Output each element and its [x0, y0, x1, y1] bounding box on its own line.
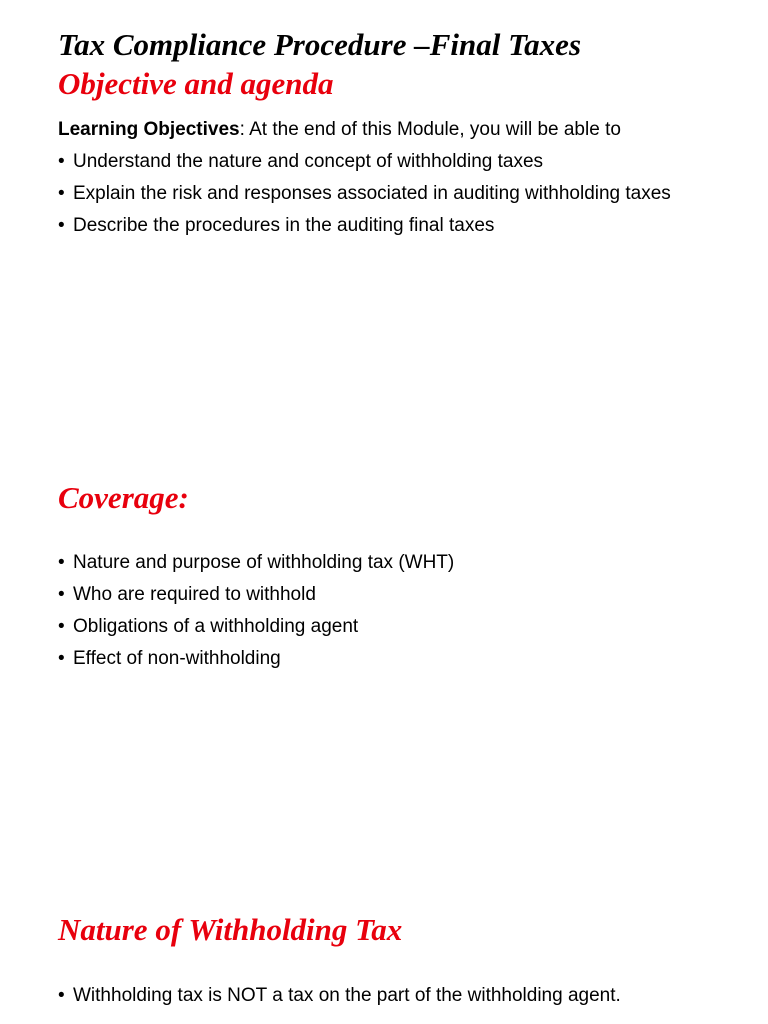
list-item-text: Withholding tax is NOT a tax on the part of the withholding agent.: [73, 985, 621, 1006]
bullet-icon: •: [58, 552, 65, 573]
list-item-text: Understand the nature and concept of withholding taxes: [73, 151, 544, 172]
list-item-text: Effect of non-withholding: [73, 648, 281, 669]
list-item: [58, 615, 698, 638]
nature-of-withholding-tax-heading: Nature of Withholding Tax: [58, 912, 403, 947]
list-item: [58, 647, 698, 670]
bullet-icon: •: [58, 215, 65, 236]
list-item: [58, 150, 698, 173]
document-title: Tax Compliance Procedure –Final Taxes: [58, 27, 582, 62]
list-item: [58, 551, 698, 574]
bullet-icon: •: [58, 183, 65, 204]
coverage-heading: Coverage:: [58, 480, 189, 515]
list-item: [58, 214, 698, 237]
learning-objectives-label: Learning Objectives: [58, 119, 240, 140]
bullet-icon: •: [58, 584, 65, 605]
learning-objectives-section: [58, 118, 698, 246]
bullet-icon: •: [58, 985, 65, 1006]
objectives-list: [58, 150, 698, 237]
coverage-section: [58, 551, 698, 679]
objective-heading: Objective and agenda: [58, 66, 334, 101]
bullet-icon: •: [58, 648, 65, 669]
bullet-icon: •: [58, 151, 65, 172]
learning-objectives-intro: : At the end of this Module, you will be able to: [239, 119, 621, 140]
list-item: [58, 182, 698, 205]
nature-section: [58, 984, 698, 1016]
list-item: [58, 583, 698, 606]
coverage-list: [58, 551, 698, 670]
list-item-text: Nature and purpose of withholding tax (WHT): [73, 552, 455, 573]
list-item-text: Describe the procedures in the auditing final taxes: [73, 215, 495, 236]
bullet-icon: •: [58, 616, 65, 637]
nature-list: [58, 984, 698, 1007]
list-item-text: Obligations of a withholding agent: [73, 616, 359, 637]
list-item: [58, 984, 698, 1007]
list-item-text: Who are required to withhold: [73, 584, 316, 605]
list-item-text: Explain the risk and responses associated in auditing withholding taxes: [73, 183, 671, 204]
learning-objectives-lead: [58, 118, 698, 141]
